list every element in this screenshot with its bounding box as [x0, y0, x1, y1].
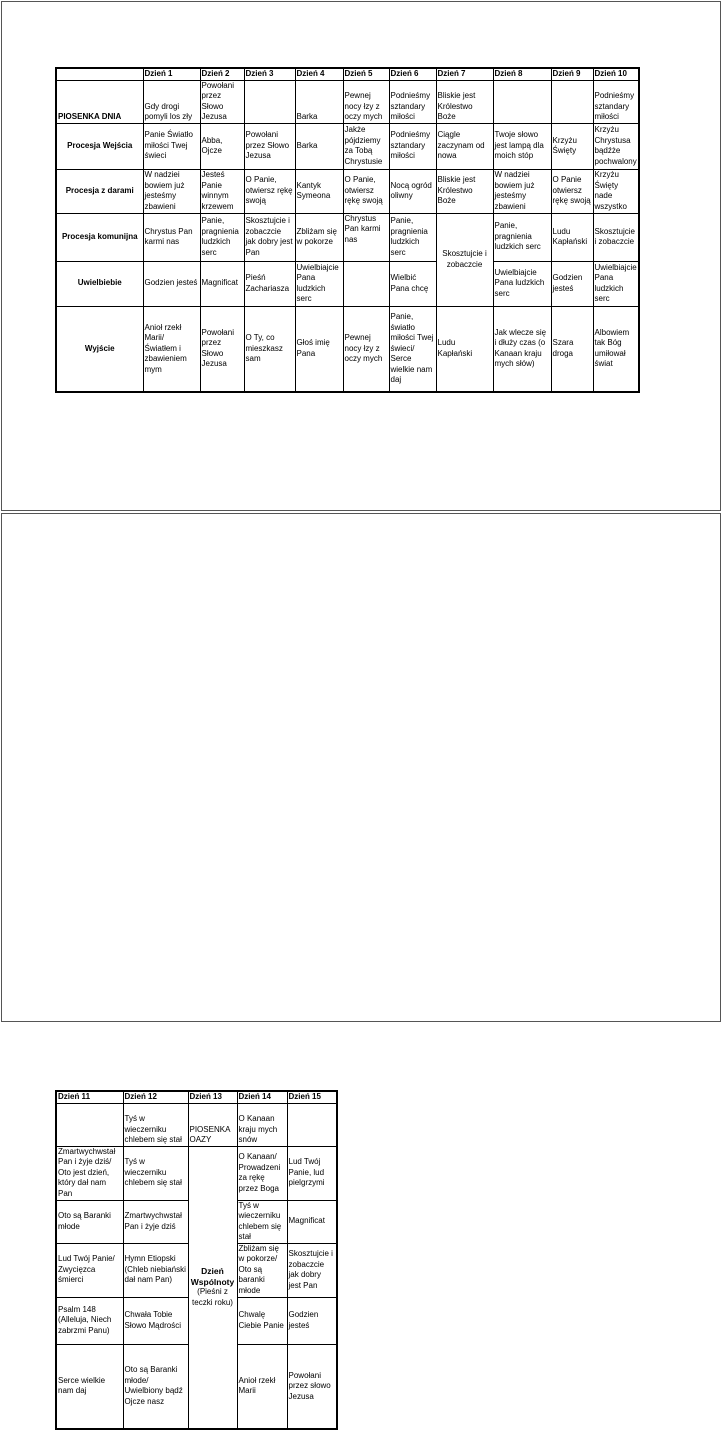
row-2	[56, 1146, 337, 1200]
row-label: PIOSENKA DNIA	[56, 80, 143, 123]
song-cell: Podnieśmy sztandary miłości	[389, 123, 436, 169]
song-cell: O Panie, otwiersz rękę swoją	[244, 169, 295, 213]
song-cell: Godzien jesteś	[287, 1297, 337, 1344]
song-cell: W nadziei bowiem już jesteśmy zbawieni	[493, 169, 551, 213]
header-corner	[56, 68, 143, 80]
song-cell: Kantyk Symeona	[295, 169, 343, 213]
merged-song-cell-day7: Skosztujcie i zobaczcie	[436, 213, 493, 306]
song-cell: Panie, pragnienia ludzkich serc	[200, 213, 244, 261]
day-header: Dzień 1	[143, 68, 200, 80]
song-cell: Godzien jesteś	[143, 261, 200, 306]
song-cell: Abba, Ojcze	[200, 123, 244, 169]
day-header: Dzień 9	[551, 68, 593, 80]
song-cell: Powołani przez Słowo Jezusa	[244, 123, 295, 169]
song-cell: Twoje słowo jest lampą dla moich stóp	[493, 123, 551, 169]
song-cell	[56, 1103, 123, 1146]
song-cell: O Panie otwiersz rękę swoją	[551, 169, 593, 213]
day-header: Dzień 4	[295, 68, 343, 80]
day-header: Dzień 13	[188, 1091, 237, 1103]
song-cell: W nadziei bowiem już jesteśmy zbawieni	[143, 169, 200, 213]
song-cell: O Ty, co mieszkasz sam	[244, 306, 295, 392]
song-cell	[244, 80, 295, 123]
song-cell: Pewnej nocy łzy z oczy mych	[343, 80, 389, 123]
song-cell: Głoś imię Pana	[295, 306, 343, 392]
song-cell: Oto są Baranki młode/ Uwielbiony bądź Ojcze nasz	[123, 1344, 188, 1429]
song-cell: Chrystus Pan karmi nas	[143, 213, 200, 261]
song-cell: Podnieśmy sztandary miłości	[593, 80, 639, 123]
row-label: Procesja z darami	[56, 169, 143, 213]
page-1	[1, 1, 721, 511]
song-cell: Ludu Kapłański	[436, 306, 493, 392]
community-day-cell	[188, 1146, 237, 1429]
song-cell: Barka	[295, 80, 343, 123]
song-cell: Ludu Kapłański	[551, 213, 593, 261]
song-cell: Tyś w wieczerniku chlebem się stał	[237, 1200, 287, 1243]
song-cell: Albowiem tak Bóg umiłował świat	[593, 306, 639, 392]
song-cell: Zmartwychwstał Pan i żyje dziś	[123, 1200, 188, 1243]
song-cell: Jakże pójdziemy za Tobą Chrystusie	[343, 123, 389, 169]
row-wyjscie	[56, 306, 639, 392]
row-procesja-wejscia	[56, 123, 639, 169]
song-cell	[493, 80, 551, 123]
song-cell: Oto są Baranki młode	[56, 1200, 123, 1243]
song-cell: Barka	[295, 123, 343, 169]
song-cell: Ciągle zaczynam od nowa	[436, 123, 493, 169]
song-cell: Uwielbiajcie Pana ludzkich serc	[493, 261, 551, 306]
song-cell: Magnificat	[200, 261, 244, 306]
song-cell: Tyś w wieczerniku chlebem się stał	[123, 1146, 188, 1200]
song-cell: Panie Światło miłości Twej świeci	[143, 123, 200, 169]
row-procesja-komunijna	[56, 213, 639, 261]
community-day-subtitle: (Pieśni z teczki roku)	[192, 1287, 233, 1307]
song-cell: Krzyżu Chrystusa bądźże pochwalony	[593, 123, 639, 169]
schedule-table-days-11-15	[55, 1090, 338, 1430]
day-header: Dzień 12	[123, 1091, 188, 1103]
song-cell: Panie, pragnienia ludzkich serc	[493, 213, 551, 261]
song-cell: Bliskie jest Królestwo Boże	[436, 80, 493, 123]
song-cell	[287, 1103, 337, 1146]
day-header: Dzień 10	[593, 68, 639, 80]
song-cell: Skosztujcie i zobaczcie jak dobry jest Pan	[287, 1243, 337, 1297]
song-cell: Jak wlecze się i dłuży czas (o Kanaan kraju mych słów)	[493, 306, 551, 392]
row-label: Wyjście	[56, 306, 143, 392]
song-cell: O Panie, otwiersz rękę swoją	[343, 169, 389, 213]
schedule-table-days-1-10	[55, 67, 640, 393]
song-cell: Powołani przez Słowo Jezusa	[200, 80, 244, 123]
song-cell: Chrystus Pan karmi nas	[343, 213, 389, 261]
song-cell: Podnieśmy sztandary miłości	[389, 80, 436, 123]
song-cell: PIOSENKA OAZY	[188, 1103, 237, 1146]
song-cell: Psalm 148 (Alleluja, Niech zabrzmi Panu)	[56, 1297, 123, 1344]
song-cell	[343, 261, 389, 306]
song-cell: Uwielbiajcie Pana ludzkich serc	[593, 261, 639, 306]
song-cell: O Kanaan/ Prowadzeni za rękę przez Boga	[237, 1146, 287, 1200]
row-label: Procesja Wejścia	[56, 123, 143, 169]
song-cell: Magnificat	[287, 1200, 337, 1243]
row-procesja-z-darami	[56, 169, 639, 213]
song-cell: Powołani przez Słowo Jezusa	[200, 306, 244, 392]
song-cell: Chwalę Ciebie Panie	[237, 1297, 287, 1344]
song-cell: Nocą ogród oliwny	[389, 169, 436, 213]
row-1	[56, 1103, 337, 1146]
song-cell: Bliskie jest Królestwo Boże	[436, 169, 493, 213]
song-cell: Chwała Tobie Słowo Mądrości	[123, 1297, 188, 1344]
song-cell: Krzyżu Święty	[551, 123, 593, 169]
song-cell: Zmartwychwstał Pan i żyje dziś/ Oto jest dzień, który dał nam Pan	[56, 1146, 123, 1200]
day-header: Dzień 15	[287, 1091, 337, 1103]
song-cell: Serce wielkie nam daj	[56, 1344, 123, 1429]
song-cell: Anioł rzekł Marii	[237, 1344, 287, 1429]
song-cell: Zbliżam się w pokorze	[295, 213, 343, 261]
song-cell: Tyś w wieczerniku chlebem się stał	[123, 1103, 188, 1146]
song-cell: Zbliżam się w pokorze/ Oto są baranki młode	[237, 1243, 287, 1297]
page-2	[1, 513, 721, 1406]
song-cell: Anioł rzekł Marii/ Światłem i zbawieniem mym	[143, 306, 200, 392]
song-cell: Wielbić Pana chcę	[389, 261, 436, 306]
song-cell: Szara droga	[551, 306, 593, 392]
song-cell: Pewnej nocy łzy z oczy mych	[343, 306, 389, 392]
song-cell: Gdy drogi pomyli los zły	[143, 80, 200, 123]
day-header: Dzień 7	[436, 68, 493, 80]
song-cell: Skosztujcie i zobaczcie	[593, 213, 639, 261]
community-day-title: Dzień Wspólnoty	[190, 1266, 235, 1287]
header-row	[56, 1091, 337, 1103]
day-header: Dzień 11	[56, 1091, 123, 1103]
row-piosenka-dnia	[56, 80, 639, 123]
day-header: Dzień 14	[237, 1091, 287, 1103]
song-cell: Skosztujcie i zobaczcie jak dobry jest Pan	[244, 213, 295, 261]
day-header: Dzień 8	[493, 68, 551, 80]
song-cell: Panie, pragnienia ludzkich serc	[389, 213, 436, 261]
day-header: Dzień 6	[389, 68, 436, 80]
song-cell: O Kanaan kraju mych snów	[237, 1103, 287, 1146]
song-cell: Panie, światło miłości Twej świeci/ Serce wielkie nam daj	[389, 306, 436, 392]
header-row	[56, 68, 639, 80]
song-cell: Pieśń Zachariasza	[244, 261, 295, 306]
row-label: Uwielbiebie	[56, 261, 143, 306]
song-cell: Godzien jesteś	[551, 261, 593, 306]
song-cell: Krzyżu Święty nade wszystko	[593, 169, 639, 213]
row-label: Procesja komunijna	[56, 213, 143, 261]
song-cell: Uwielbiajcie Pana ludzkich serc	[295, 261, 343, 306]
song-cell: Lud Twój Panie/ Zwycięzca śmierci	[56, 1243, 123, 1297]
day-header: Dzień 3	[244, 68, 295, 80]
song-cell	[551, 80, 593, 123]
day-header: Dzień 2	[200, 68, 244, 80]
day-header: Dzień 5	[343, 68, 389, 80]
song-cell: Hymn Etiopski (Chleb niebiański dał nam Pan)	[123, 1243, 188, 1297]
song-cell: Jesteś Panie winnym krzewem	[200, 169, 244, 213]
song-cell: Lud Twój Panie, lud pielgrzymi	[287, 1146, 337, 1200]
song-cell: Powołani przez słowo Jezusa	[287, 1344, 337, 1429]
row-uwielbienie	[56, 261, 639, 306]
